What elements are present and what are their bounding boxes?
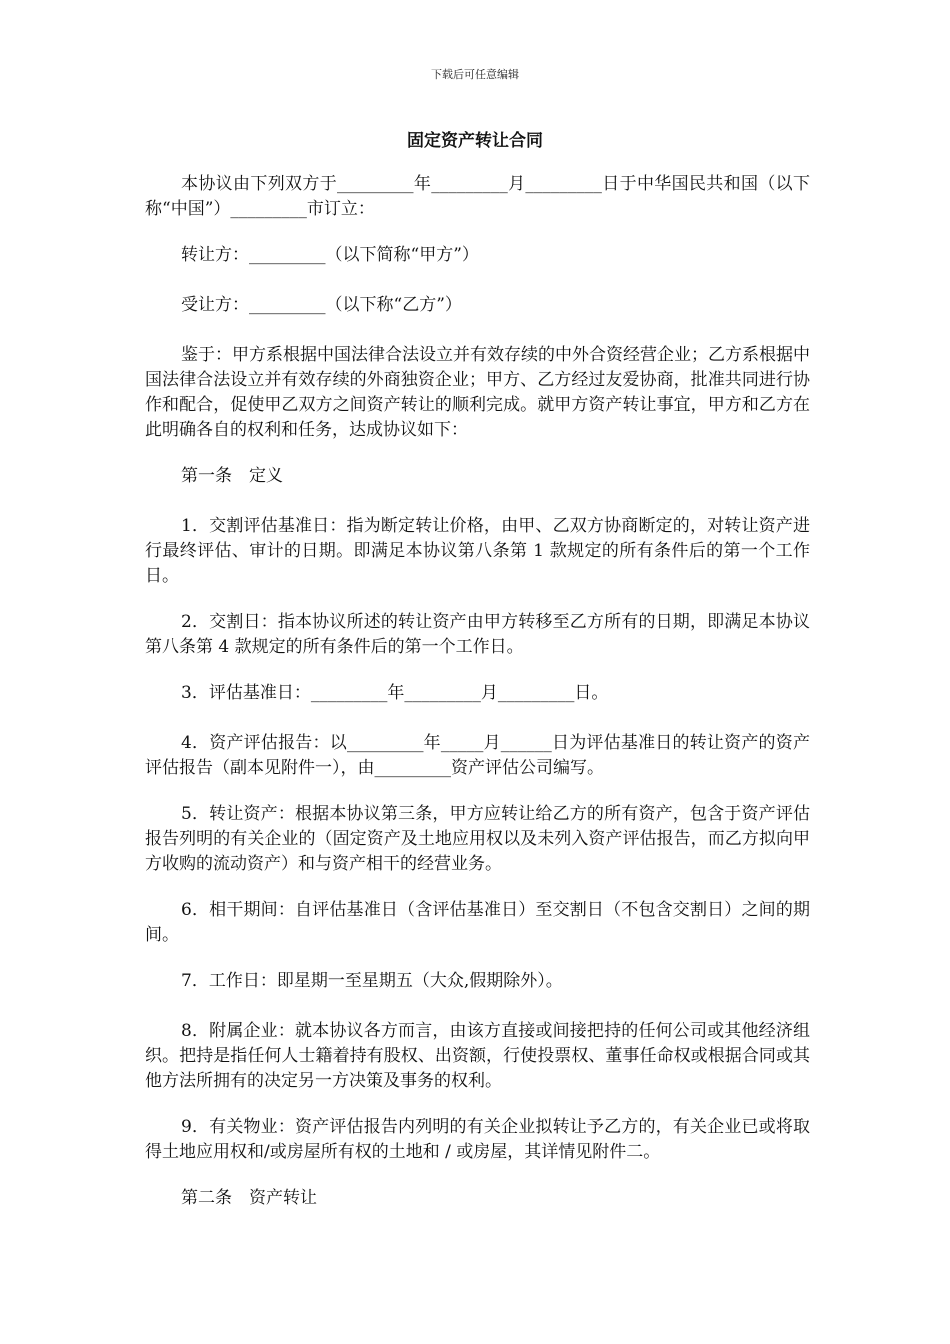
definition-item: 2．交割日：指本协议所述的转让资产由甲方转移至乙方所有的日期，即满足本协议第八条第 4 款规定的所有条件后的第一个工作日。 [145,612,810,657]
paragraph-whereas: 鉴于：甲方系根据中国法律合法设立并有效存续的中外合资经营企业；乙方系根据中国法律合法设立并有效存续的外商独资企业；甲方、乙方经过友爱协商，批准共同进行协作和配合，促使甲乙双方之间资产转让的顺利完成。就甲方资产转让事宜，甲方和乙方在此明确各自的权利和任务，达成协议如下： [145,345,810,440]
definition-item: 9．有关物业：资产评估报告内列明的有关企业拟转让予乙方的，有关企业已或将取得土地应用权和/或房屋所有权的土地和 / 或房屋，其详情见附件二。 [145,1117,810,1162]
document-title: 固定资产转让合同 [407,131,543,151]
document-body [145,172,810,1236]
definition-item: 3．评估基准日：_________年_________月_________日。 [181,683,609,703]
definition-item: 8．附属企业：就本协议各方而言，由该方直接或间接把持的任何公司或其他经济组织。把持是指任何人士籍着持有股权、出资额，行使投票权、董事任命权或根据合同或其他方法所拥有的决定另一方决策及事务的权利。 [145,1021,810,1091]
paragraph-preamble: 本协议由下列双方于_________年_________月_________日于中华国民共和国（以下称“中国”）_________市订立： [145,174,810,219]
definition-item: 6．相干期间：自评估基准日（含评估基准日）至交割日（不包含交割日）之间的期间。 [145,900,810,945]
article-heading-1: 第一条 定义 [181,466,283,486]
definition-item: 4．资产评估报告：以_________年_____月______日为评估基准日的转让资产的资产评估报告（副本见附件一），由_________资产评估公司编写。 [145,733,810,778]
article-heading-2: 第二条 资产转让 [181,1188,317,1208]
paragraph-transferee: 受让方：_________（以下称“乙方”） [181,295,462,315]
definition-item: 1．交割评估基准日：指为断定转让价格，由甲、乙双方协商断定的，对转让资产进行最终评估、审计的日期。即满足本协议第八条第 1 款规定的所有条件后的第一个工作日。 [145,516,810,586]
paragraph-transferor: 转让方：_________（以下简称“甲方”） [181,245,479,265]
definition-item: 5．转让资产：根据本协议第三条，甲方应转让给乙方的所有资产，包含于资产评估报告列明的有关企业的（固定资产及土地应用权以及未列入资产评估报告，而乙方拟向甲方收购的流动资产）和与资产相干的经营业务。 [145,804,810,874]
definition-item: 7．工作日：即星期一至星期五（大众,假期除外）。 [181,971,563,991]
page-header: 下载后可任意编辑 [431,68,519,81]
